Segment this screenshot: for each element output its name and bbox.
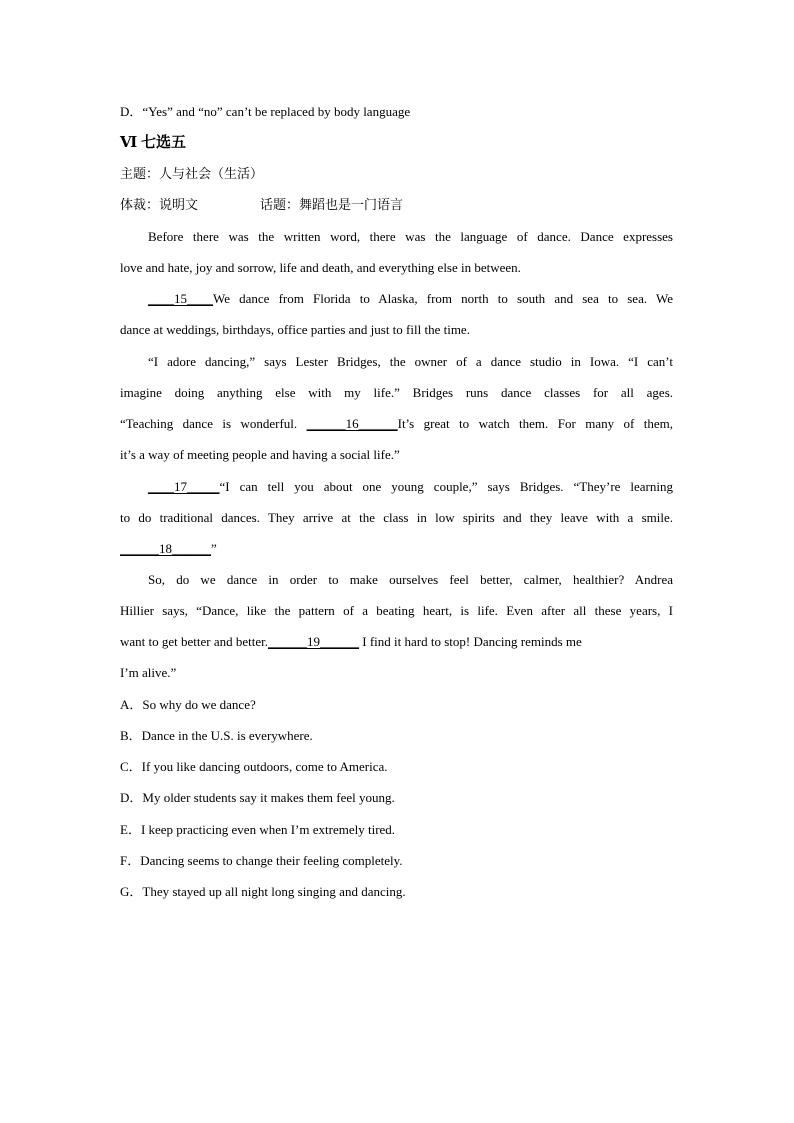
genre-label: 体裁：说明文 — [120, 197, 199, 212]
option-b: B．Dance in the U.S. is everywhere. — [120, 728, 313, 743]
paragraph-1-line-2: love and hate, joy and sorrow, life and death, and everything else in between. — [120, 260, 521, 275]
paragraph-3-text-b: It’s great to watch them. For many of them, — [397, 416, 674, 431]
paragraph-5-line-4: I’m alive.” — [120, 665, 177, 680]
option-a: A．So why do we dance? — [120, 697, 256, 712]
paragraph-1-line-1: Before there was the written word, there was the language of dance. Dance expresses — [148, 229, 673, 244]
paragraph-3-line-1: “I adore dancing,” says Lester Bridges, the owner of a dance studio in Iowa. “I can’t — [148, 354, 673, 369]
paragraph-3-line-4: it’s a way of meeting people and having a social life.” — [120, 447, 400, 462]
paragraph-4-line-3 — [120, 541, 217, 557]
paragraph-5-line-1: So, do we dance in order to make ourselves feel better, calmer, healthier? Andrea — [148, 572, 673, 587]
paragraph-4-line-2: to do traditional dances. They arrive at the class in low spirits and they leave with a smile. — [120, 510, 673, 525]
option-e: E．I keep practicing even when I’m extremely tired. — [120, 822, 396, 837]
blank-15: ____15____ — [148, 291, 213, 306]
paragraph-5-text-b: I find it hard to stop! Dancing reminds me — [362, 634, 582, 649]
paragraph-2-line-1 — [148, 291, 673, 307]
paragraph-2-line-2: dance at weddings, birthdays, office parties and just to fill the time. — [120, 322, 470, 337]
paragraph-4-closing-quote: ” — [211, 541, 217, 556]
paragraph-5-line-3 — [120, 634, 582, 650]
paragraph-3-line-2: imagine doing anything else with my life.” Bridges runs dance classes for all ages. — [120, 385, 673, 400]
paragraph-4-line-1 — [148, 479, 673, 495]
blank-16: ______16______ — [306, 416, 398, 431]
blank-17: ____17_____ — [148, 479, 220, 494]
blank-18: ______18______ — [120, 541, 211, 556]
option-g: G．They stayed up all night long singing and dancing. — [120, 884, 406, 899]
option-c: C．If you like dancing outdoors, come to America. — [120, 759, 388, 774]
option-f: F．Dancing seems to change their feeling completely. — [120, 853, 403, 868]
previous-option-d: D．“Yes” and “no” can’t be replaced by body language — [120, 104, 411, 119]
section-title: Ⅵ 七选五 — [120, 135, 186, 151]
option-d: D．My older students say it makes them feel young. — [120, 790, 395, 805]
paragraph-5-text-a: want to get better and better. — [120, 634, 269, 649]
theme-label: 主题：人与社会（生活） — [120, 166, 264, 181]
paragraph-3-line-3 — [120, 416, 673, 432]
topic-label: 话题：舞蹈也是一门语言 — [260, 197, 404, 212]
paragraph-5-line-2: Hillier says, “Dance, like the pattern of a beating heart, is life. Even after all these years, I — [120, 603, 673, 618]
paragraph-2-text: We dance from Florida to Alaska, from north to south and sea to sea. We — [213, 291, 673, 306]
paragraph-4-text: “I can tell you about one young couple,” says Bridges. “They’re learning — [219, 479, 673, 494]
blank-19: ______19______ — [268, 634, 360, 649]
paragraph-3-text-a: “Teaching dance is wonderful. — [120, 416, 298, 431]
genre-topic-row — [120, 197, 403, 213]
